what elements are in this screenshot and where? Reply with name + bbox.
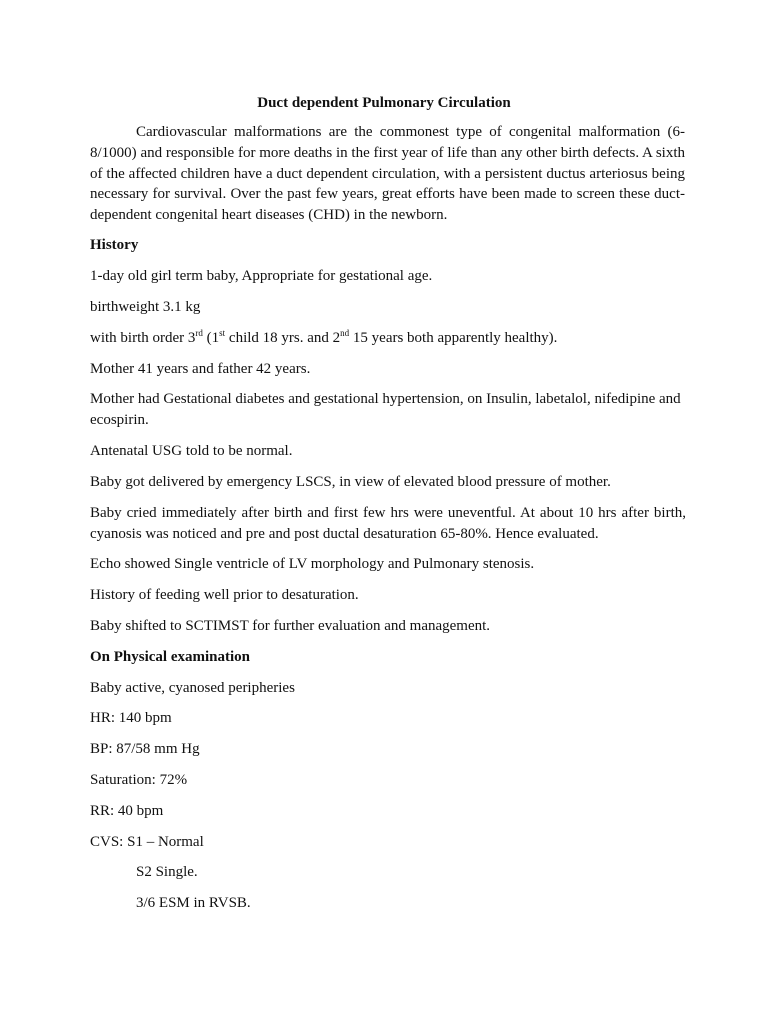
history-usg: Antenatal USG told to be normal.	[90, 443, 293, 459]
history-birth-order	[90, 328, 690, 349]
history-echo: Echo showed Single ventricle of LV morphology and Pulmonary stenosis.	[90, 556, 535, 572]
birth-order-text-1: with birth order 3	[90, 330, 196, 346]
document-title: Duct dependent Pulmonary Circulation	[257, 95, 511, 111]
history-feeding: History of feeding well prior to desaturation.	[90, 587, 359, 603]
exam-saturation: Saturation: 72%	[90, 772, 188, 788]
birth-order-sup-3: nd	[340, 328, 350, 338]
history-shifted: Baby shifted to SCTIMST for further evaluation and management.	[90, 618, 491, 634]
history-birthweight: birthweight 3.1 kg	[90, 299, 201, 315]
birth-order-sup-1: rd	[195, 328, 203, 338]
exam-cvs-s2: S2 Single.	[136, 864, 198, 880]
exam-hr: HR: 140 bpm	[90, 710, 172, 726]
exam-cvs-s1: CVS: S1 – Normal	[90, 834, 204, 850]
history-course: Baby cried immediately after birth and first few hrs were uneventful. At about 10 hrs after birth, cyanosis was noticed and pre and post ductal desaturation 65-80%. Hence evaluated.	[90, 505, 686, 542]
birth-order-text-4: 15 years both apparently healthy).	[349, 330, 558, 346]
intro-paragraph: Cardiovascular malformations are the commonest type of congenital malformation (6-8/1000) and responsible for more deaths in the first year of life than any other birth defects. A sixth of the affected children have a duct dependent circulation, with a persistent ductus arteriosus being necessary for survival. Over the past few years, great efforts have been made to screen these duct-dependent congenital heart diseases (CHD) in the newborn.	[90, 124, 685, 224]
history-age: 1-day old girl term baby, Appropriate for gestational age.	[90, 268, 433, 284]
history-maternal: Mother had Gestational diabetes and gestational hypertension, on Insulin, labetalol, nifedipine and ecospirin.	[90, 391, 681, 428]
exam-rr: RR: 40 bpm	[90, 803, 164, 819]
exam-general: Baby active, cyanosed peripheries	[90, 680, 295, 696]
birth-order-text-3: child 18 yrs. and 2	[225, 330, 341, 346]
exam-bp: BP: 87/58 mm Hg	[90, 741, 200, 757]
history-parents: Mother 41 years and father 42 years.	[90, 361, 311, 377]
exam-cvs-murmur: 3/6 ESM in RVSB.	[136, 895, 251, 911]
history-heading: History	[90, 237, 139, 253]
history-delivery: Baby got delivered by emergency LSCS, in view of elevated blood pressure of mother.	[90, 474, 611, 490]
birth-order-text-2: (1	[202, 330, 220, 346]
exam-heading: On Physical examination	[90, 649, 251, 665]
birth-order-sup-2: st	[219, 328, 226, 338]
